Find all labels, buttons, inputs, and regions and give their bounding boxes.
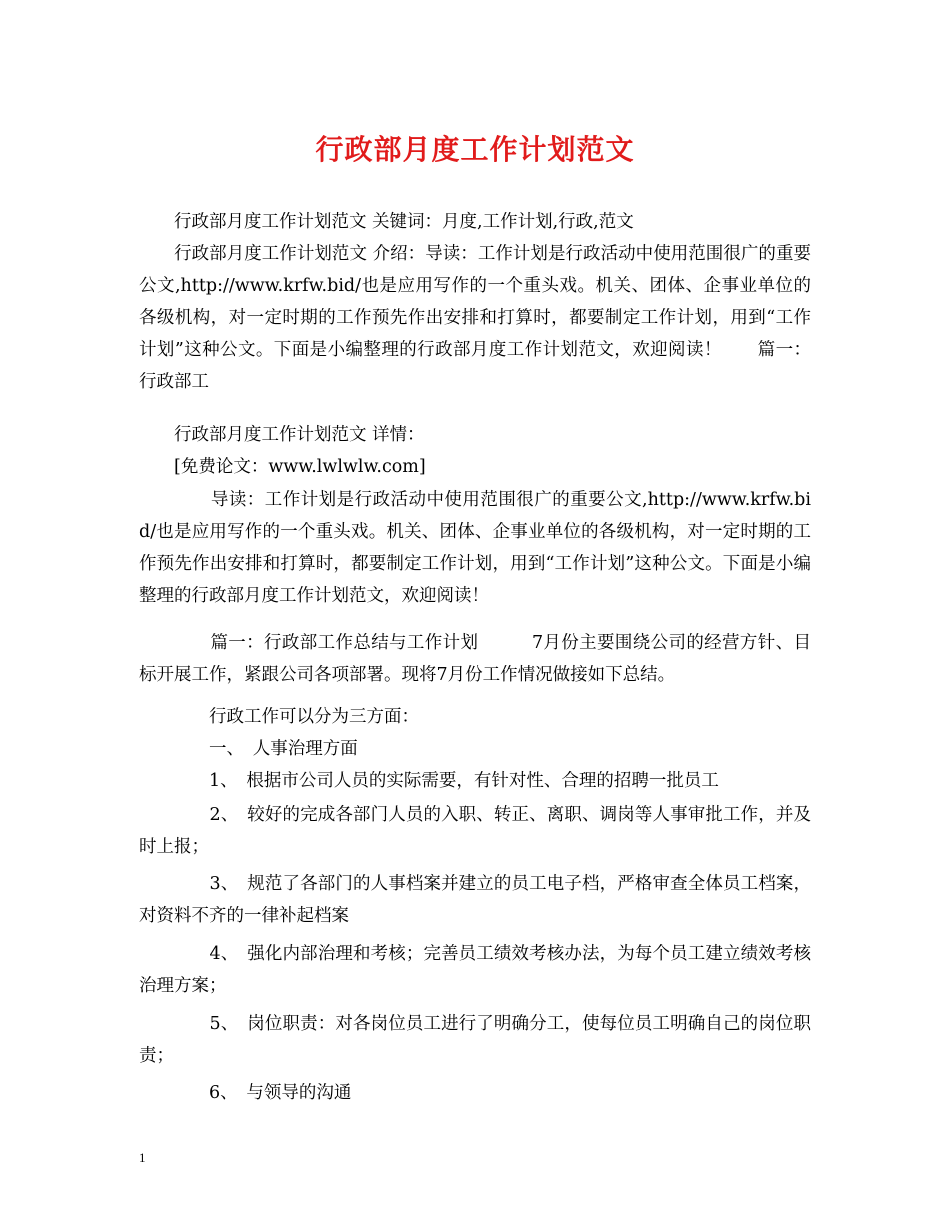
document-title: 行政部月度工作计划范文 bbox=[315, 133, 635, 166]
list-item-3: 3、 规范了各部门的人事档案并建立的员工电子档，严格审查全体员工档案，对资料不齐的一律补起档案 bbox=[139, 874, 811, 926]
list-item-6: 6、 与领导的沟通 bbox=[139, 1083, 352, 1103]
source-line: [免费论文：www.lwlwlw.com] bbox=[139, 457, 426, 477]
three-aspects-line: 行政工作可以分为三方面： bbox=[139, 707, 419, 727]
list-item-4: 4、 强化内部治理和考核；完善员工绩效考核办法，为每个员工建立绩效考核治理方案； bbox=[139, 944, 811, 996]
details-label: 行政部月度工作计划范文 详情： bbox=[139, 425, 425, 445]
guide-paragraph: 导读：工作计划是行政活动中使用范围很广的重要公文,http://www.krfw.bid/也是应用写作的一个重头戏。机关、团体、企事业单位的各级机构，对一定时期的工作预先作出安排和打算时，都要制定工作计划，用到“工作计划”这种公文。下面是小编整理的行政部月度工作计划范文，欢迎阅读！ bbox=[139, 490, 811, 606]
list-item-2: 2、 较好的完成各部门人员的入职、转正、离职、调岗等人事审批工作，并及时上报； bbox=[139, 805, 811, 857]
list-item-1: 1、 根据市公司人员的实际需要，有针对性、合理的招聘一批员工 bbox=[139, 771, 719, 791]
keywords-paragraph: 行政部月度工作计划范文 关键词：月度,工作计划,行政,范文 bbox=[139, 212, 634, 232]
section-one-paragraph: 篇一：行政部工作总结与工作计划 7月份主要围绕公司的经营方针、目标开展工作，紧跟公司各项部署。现将7月份工作情况做接如下总结。 bbox=[139, 633, 811, 685]
list-item-5: 5、 岗位职责：对各岗位员工进行了明确分工，使每位员工明确自己的岗位职责； bbox=[139, 1014, 811, 1066]
page-number: 1 bbox=[139, 1150, 146, 1165]
intro-paragraph: 行政部月度工作计划范文 介绍：导读：工作计划是行政活动中使用范围很广的重要公文,http://www.krfw.bid/也是应用写作的一个重头戏。机关、团体、企事业单位的各级机构，对一定时期的工作预先作出安排和打算时，都要制定工作计划，用到“工作计划”这种公文。下面是小编整理的行政部月度工作计划范文，欢迎阅读！ 篇一：行政部工 bbox=[139, 244, 811, 392]
heading-personnel: 一、 人事治理方面 bbox=[139, 739, 358, 759]
